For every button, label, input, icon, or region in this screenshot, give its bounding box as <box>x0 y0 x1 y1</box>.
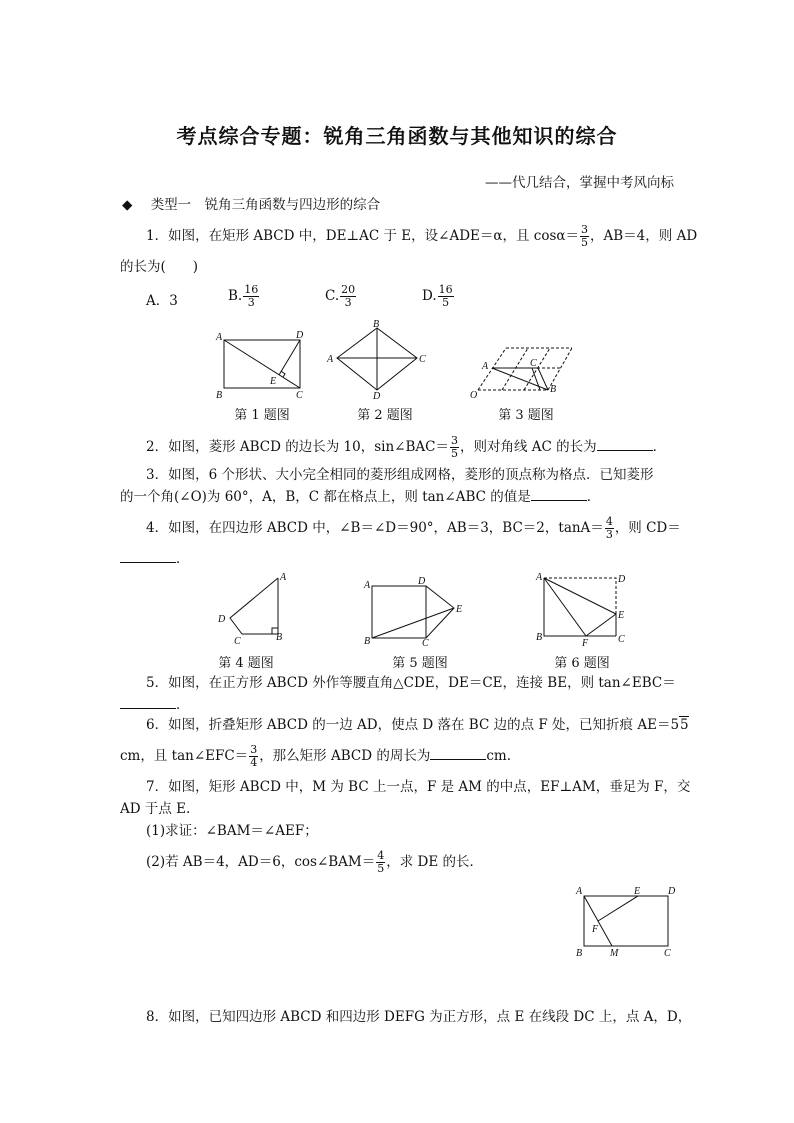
svg-text:E: E <box>456 604 463 615</box>
q2-answer-blank[interactable] <box>597 438 653 451</box>
diamond-bullet-icon: ◆ <box>122 197 133 213</box>
svg-text:C: C <box>530 358 537 369</box>
svg-text:C: C <box>664 948 671 959</box>
figure-3 <box>462 340 582 402</box>
q4-line2: ． <box>120 550 190 568</box>
section-header <box>122 196 380 214</box>
q1-option-d: D. $\frac{16}{5}$ <box>422 283 453 309</box>
svg-text:B: B <box>576 948 583 959</box>
svg-text:B: B <box>373 319 380 330</box>
svg-text:A: A <box>327 354 334 365</box>
figure-6-caption: 第 6 题图 <box>554 656 610 671</box>
svg-text:D: D <box>373 391 381 400</box>
svg-text:D: D <box>218 614 226 625</box>
svg-text:C: C <box>618 634 625 645</box>
q1-frac: $\frac{3}{5}$ <box>581 223 589 249</box>
figure-1-caption: 第 1 题图 <box>234 408 290 423</box>
q1-line1 <box>146 224 697 249</box>
svg-text:C: C <box>419 354 426 365</box>
svg-text:D: D <box>668 886 676 897</box>
q6-sqrt: 5 <box>680 717 689 733</box>
q6-line2: cm，且 tan∠EFC＝ $\frac{3}{4}$ ，那么矩形 ABCD 的周长为 cm. <box>120 743 511 769</box>
svg-text:D: D <box>618 574 626 585</box>
figure-2-caption: 第 2 题图 <box>357 408 413 423</box>
q3-line1: 3．如图，6 个形状、大小完全相同的菱形组成网格，菱形的顶点称为格点．已知菱形 <box>146 467 654 483</box>
svg-text:O: O <box>470 390 478 401</box>
svg-text:F: F <box>592 924 599 935</box>
q3-answer-blank[interactable] <box>531 488 587 501</box>
svg-text:A: A <box>576 886 583 897</box>
svg-text:E: E <box>634 886 641 897</box>
svg-text:A: A <box>536 572 543 583</box>
q5-line2: ． <box>120 696 190 714</box>
figure-5-caption: 第 5 题图 <box>392 656 448 671</box>
svg-text:E: E <box>270 376 277 387</box>
q5-answer-blank[interactable] <box>120 696 176 709</box>
q7-part1: (1)求证：∠BAM＝∠AEF； <box>146 823 318 839</box>
page-title: 考点综合专题：锐角三角函数与其他知识的综合 <box>176 124 618 148</box>
q4-answer-blank[interactable] <box>120 550 176 563</box>
q1-text-b: ，AB＝4，则 AD <box>590 228 698 244</box>
svg-text:E: E <box>618 610 625 621</box>
q5-line1: 5．如图，在正方形 ABCD 外作等腰直角△CDE，DE＝CE，连接 BE，则 tan∠EBC＝ <box>146 675 676 691</box>
q7-line2: AD 于点 E. <box>120 801 191 817</box>
q1-option-a: A．3 <box>146 293 178 309</box>
figure-6 <box>530 568 634 646</box>
q1-text-a: 1．如图，在矩形 ABCD 中，DE⊥AC 于 E，设∠ADE＝α，且 cosα＝ <box>146 228 580 244</box>
figure-1 <box>210 326 310 402</box>
q6-answer-blank[interactable] <box>430 747 486 760</box>
q8-line1: 8．如图，已知四边形 ABCD 和四边形 DEFG 为正方形，点 E 在线段 DC 上，点 A，D， <box>146 1009 692 1025</box>
subtitle: ——代几结合，掌握中考风向标 <box>485 175 674 191</box>
q3-line2: 的一个角(∠O)为 60°，A，B，C 都在格点上，则 tan∠ABC 的值是 ． <box>120 489 601 505</box>
q7-line1: 7．如图，矩形 ABCD 中，M 为 BC 上一点，F 是 AM 的中点，EF⊥AM，垂足为 F，交 <box>146 779 691 795</box>
q1-line2: 的长为( ) <box>120 259 199 275</box>
svg-text:C: C <box>234 636 241 644</box>
svg-text:A: A <box>280 572 287 583</box>
svg-text:B: B <box>536 632 543 643</box>
svg-text:D: D <box>296 330 304 341</box>
figure-7 <box>572 882 682 960</box>
svg-text:B: B <box>276 632 283 643</box>
svg-text:B: B <box>550 384 557 395</box>
q1-option-b: B. $\frac{16}{3}$ <box>228 283 259 309</box>
svg-text:C: C <box>296 390 303 401</box>
svg-text:F: F <box>582 638 589 646</box>
q4-line1: 4．如图，在四边形 ABCD 中，∠B＝∠D＝90°，AB＝3，BC＝2，tanA＝ $\frac{4}{3}$ ，则 CD＝ <box>146 515 681 541</box>
svg-text:C: C <box>422 638 429 648</box>
svg-text:B: B <box>216 390 223 401</box>
svg-text:A: A <box>216 332 223 343</box>
svg-text:A: A <box>364 580 371 591</box>
figure-5 <box>360 574 464 648</box>
q7-part2: (2)若 AB＝4，AD＝6，cos∠BAM＝ $\frac{4}{5}$ ，求 DE 的长． <box>146 849 484 875</box>
section-label: 类型一 锐角三角函数与四边形的综合 <box>150 197 381 213</box>
svg-text:A: A <box>482 361 489 372</box>
q1-option-c: C. $\frac{20}{3}$ <box>325 283 356 309</box>
figure-4-caption: 第 4 题图 <box>218 656 274 671</box>
figure-3-caption: 第 3 题图 <box>498 408 554 423</box>
figure-2 <box>325 318 435 400</box>
figure-4 <box>212 568 292 644</box>
svg-text:M: M <box>610 948 619 959</box>
svg-text:D: D <box>418 576 426 587</box>
svg-text:B: B <box>364 636 371 647</box>
q2-line: 2．如图，菱形 ABCD 的边长为 10，sin∠BAC＝ $\frac{3}{5}$ ，则对角线 AC 的长为 ． <box>146 434 667 460</box>
q6-line1: 6．如图，折叠矩形 ABCD 的一边 AD，使点 D 落在 BC 边的点 F 处，已知折痕 AE＝55 <box>146 717 689 733</box>
